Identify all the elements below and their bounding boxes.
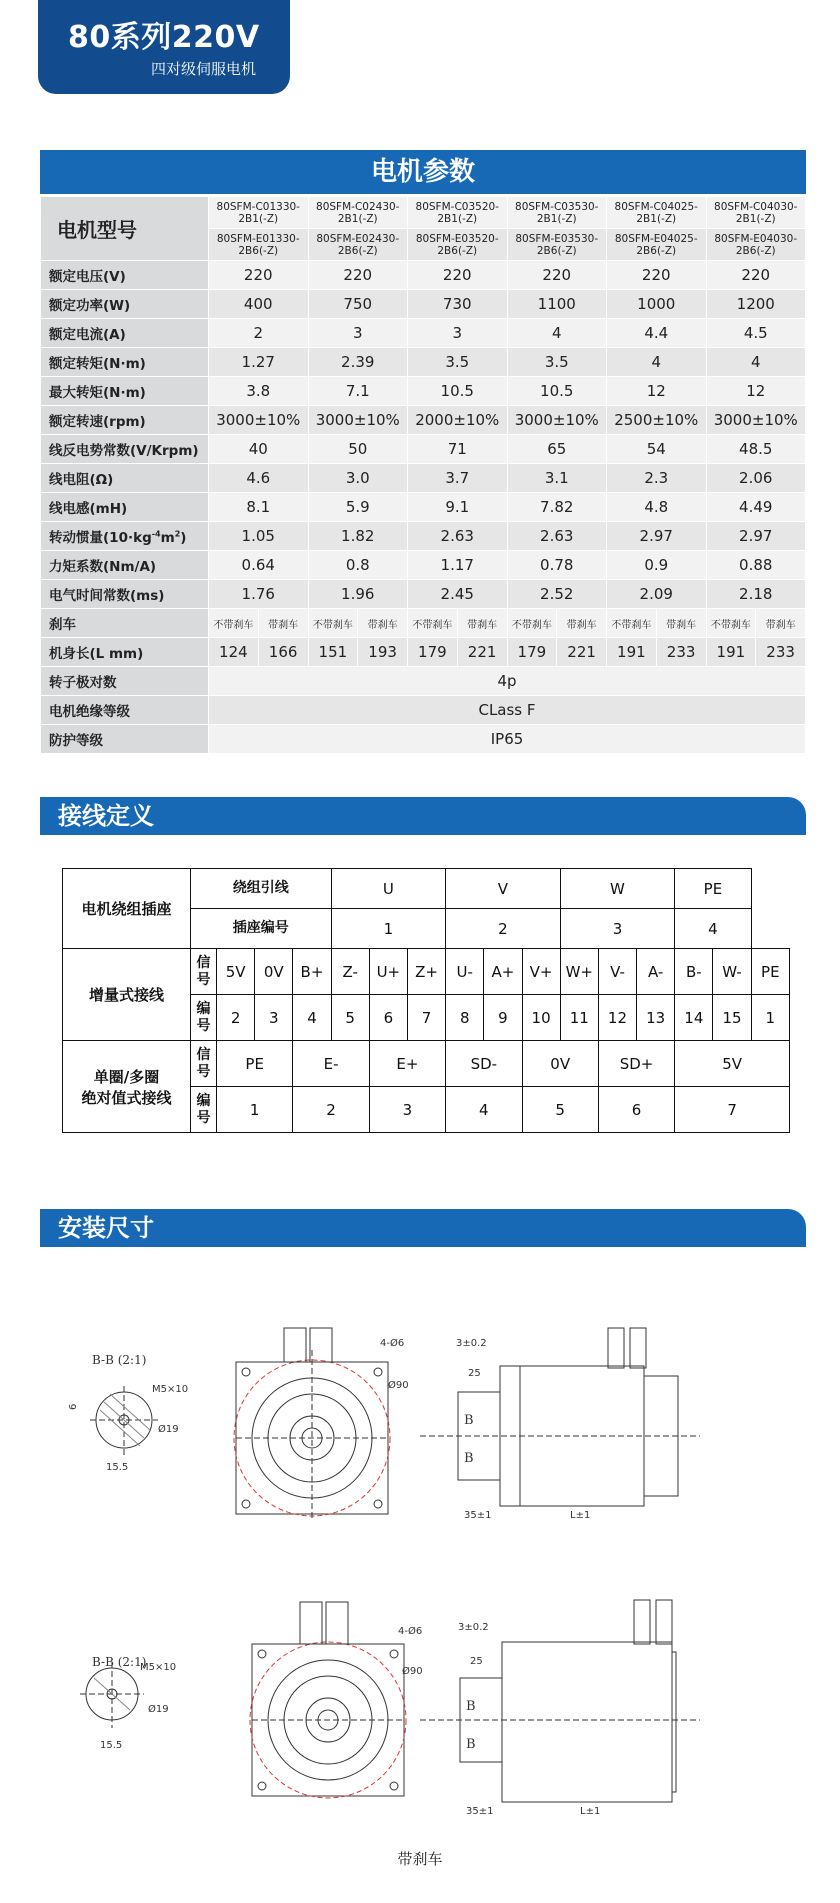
number-label: 编号 xyxy=(191,995,217,1041)
lead-cell: V xyxy=(446,869,561,909)
spec-value: 9.1 xyxy=(408,493,508,522)
spec-value: 2.63 xyxy=(408,522,508,551)
abs-label-line2: 绝对值式接线 xyxy=(81,1088,172,1107)
spec-value: 730 xyxy=(408,290,508,319)
abs-number-cell: 1 xyxy=(217,1087,293,1133)
dim-shaft-label: Ø19 xyxy=(158,1424,179,1435)
lead-number-cell: 1 xyxy=(331,909,446,949)
abs-signal-cell: 0V xyxy=(522,1041,598,1087)
length-value: 221 xyxy=(557,638,607,667)
spec-value: 220 xyxy=(706,261,806,290)
spec-value: 2 xyxy=(209,319,309,348)
socket-label: 插座编号 xyxy=(191,909,332,949)
model-top-cell: 80SFM-C02430-2B1(-Z) xyxy=(308,197,408,229)
spec-value: 0.64 xyxy=(209,551,309,580)
spec-row xyxy=(41,522,806,551)
spec-value: 3000±10% xyxy=(209,406,309,435)
length-value: 221 xyxy=(457,638,507,667)
spec-value: 1.17 xyxy=(408,551,508,580)
spec-value: 4.8 xyxy=(607,493,707,522)
inc-signal-cell: W+ xyxy=(560,949,598,995)
spec-value: 400 xyxy=(209,290,309,319)
signal-label-abs: 信号 xyxy=(191,1041,217,1087)
pole-label: 转子极对数 xyxy=(41,667,209,696)
dim-spigot-step-label: 3±0.2 xyxy=(456,1338,487,1349)
inc-number-cell: 4 xyxy=(293,995,331,1041)
abs-signal-cell: PE xyxy=(217,1041,293,1087)
protection-label: 防护等级 xyxy=(41,725,209,754)
spec-row-label: 额定转矩(N·m) xyxy=(41,348,209,377)
spec-value: 7.82 xyxy=(507,493,607,522)
spec-row-label: 线电阻(Ω) xyxy=(41,464,209,493)
brake-value: 不带刹车 xyxy=(408,609,458,638)
insulation-row xyxy=(41,696,806,725)
inc-signal-cell: B- xyxy=(675,949,713,995)
spec-row-label: 额定电压(V) xyxy=(41,261,209,290)
brake-value: 带刹车 xyxy=(358,609,408,638)
section-install-dimensions: 安装尺寸 xyxy=(40,1209,806,1247)
spec-value: 10.5 xyxy=(507,377,607,406)
insulation-label: 电机绝缘等级 xyxy=(41,696,209,725)
spec-row xyxy=(41,435,806,464)
spec-value: 12 xyxy=(607,377,707,406)
dim-shaft-len-label: 35±1 xyxy=(464,1510,492,1520)
spec-row-label: 最大转矩(N·m) xyxy=(41,377,209,406)
b-mark-top-2: B xyxy=(466,1699,476,1714)
spec-value: 220 xyxy=(607,261,707,290)
spec-value: 7.1 xyxy=(308,377,408,406)
abs-signal-cell: SD- xyxy=(446,1041,522,1087)
inc-signal-cell: V- xyxy=(598,949,636,995)
wiring-table xyxy=(62,868,790,1133)
dim-pcd-label-2: Ø90 xyxy=(402,1666,423,1677)
inc-number-cell: 5 xyxy=(331,995,369,1041)
spec-value: 220 xyxy=(408,261,508,290)
brake-value: 带刹车 xyxy=(656,609,706,638)
spec-value: 2.39 xyxy=(308,348,408,377)
length-value: 233 xyxy=(756,638,806,667)
brake-value: 不带刹车 xyxy=(507,609,557,638)
spec-value: 1200 xyxy=(706,290,806,319)
section-bb-label: B-B (2:1) xyxy=(92,1353,147,1367)
length-value: 191 xyxy=(607,638,657,667)
spec-value: 2.97 xyxy=(607,522,707,551)
dimension-drawing-standard xyxy=(40,1280,800,1520)
brake-value: 不带刹车 xyxy=(607,609,657,638)
spec-value: 1100 xyxy=(507,290,607,319)
inc-signal-cell: A+ xyxy=(484,949,522,995)
b-mark-top: B xyxy=(464,1413,474,1428)
dim-screw-label-2: M5×10 xyxy=(140,1662,177,1673)
spec-value: 220 xyxy=(308,261,408,290)
lead-cell: U xyxy=(331,869,446,909)
spec-row-label: 额定功率(W) xyxy=(41,290,209,319)
spec-value: 0.8 xyxy=(308,551,408,580)
protection-row xyxy=(41,725,806,754)
series-title: 80系列220V xyxy=(68,20,260,55)
inc-number-cell: 12 xyxy=(598,995,636,1041)
pole-row xyxy=(41,667,806,696)
signal-label: 信号 xyxy=(191,949,217,995)
model-bottom-cell: 80SFM-E02430-2B6(-Z) xyxy=(308,229,408,261)
model-bottom-cell: 80SFM-E04030-2B6(-Z) xyxy=(706,229,806,261)
spec-value: 1.27 xyxy=(209,348,309,377)
number-label-abs: 编号 xyxy=(191,1087,217,1133)
inertia-label-sup1: -4 xyxy=(151,529,161,539)
inc-signal-cell: PE xyxy=(751,949,789,995)
brake-value: 带刹车 xyxy=(557,609,607,638)
inc-signal-cell: Z- xyxy=(331,949,369,995)
dim-key-height-label-2: 15.5 xyxy=(100,1740,123,1751)
abs-label xyxy=(63,1041,191,1133)
spec-value: 750 xyxy=(308,290,408,319)
spec-row-label: 力矩系数(Nm/A) xyxy=(41,551,209,580)
model-bottom-cell: 80SFM-E03520-2B6(-Z) xyxy=(408,229,508,261)
inertia-label-main: 转动惯量(10·kg xyxy=(49,530,152,546)
brake-value: 不带刹车 xyxy=(209,609,259,638)
spec-table-title: 电机参数 xyxy=(40,150,806,194)
model-top-cell: 80SFM-C04030-2B1(-Z) xyxy=(706,197,806,229)
abs-label-line1: 单圈/多圈 xyxy=(93,1067,160,1086)
spec-row-label: 线反电势常数(V/Krpm) xyxy=(41,435,209,464)
spec-value: 3000±10% xyxy=(706,406,806,435)
length-row xyxy=(41,638,806,667)
brake-value: 带刹车 xyxy=(258,609,308,638)
dim-key-len-label: 25 xyxy=(468,1368,481,1379)
spec-row-label: 电气时间常数(ms) xyxy=(41,580,209,609)
spec-value: 3.0 xyxy=(308,464,408,493)
lead-number-cell: 3 xyxy=(560,909,675,949)
spec-value: 0.88 xyxy=(706,551,806,580)
inertia-label-mid: m xyxy=(160,530,175,546)
abs-signal-row xyxy=(63,1041,790,1087)
spec-value: 0.78 xyxy=(507,551,607,580)
inc-number-cell: 14 xyxy=(675,995,713,1041)
spec-row-label xyxy=(41,522,209,551)
spec-value: 4.49 xyxy=(706,493,806,522)
spec-row xyxy=(41,348,806,377)
brake-value: 带刹车 xyxy=(457,609,507,638)
length-value: 233 xyxy=(656,638,706,667)
spec-value: 1.05 xyxy=(209,522,309,551)
abs-signal-cell: E+ xyxy=(369,1041,445,1087)
inc-number-cell: 1 xyxy=(751,995,789,1041)
dim-key-height-label: 15.5 xyxy=(106,1462,129,1473)
inc-signal-cell: 0V xyxy=(255,949,293,995)
dim-shaft-len-label-2: 35±1 xyxy=(466,1806,494,1817)
dim-body-label: L±1 xyxy=(570,1510,591,1520)
spec-value: 2500±10% xyxy=(607,406,707,435)
spec-value: 71 xyxy=(408,435,508,464)
spec-value: 10.5 xyxy=(408,377,508,406)
inc-number-cell: 2 xyxy=(217,995,255,1041)
spec-value: 2.63 xyxy=(507,522,607,551)
insulation-value: CLass F xyxy=(209,696,806,725)
inc-signal-row xyxy=(63,949,790,995)
spec-value: 3.5 xyxy=(507,348,607,377)
winding-label: 电机绕组插座 xyxy=(63,869,191,949)
spec-row xyxy=(41,290,806,319)
model-bottom-cell: 80SFM-E04025-2B6(-Z) xyxy=(607,229,707,261)
spec-value: 4 xyxy=(507,319,607,348)
spec-value: 3.5 xyxy=(408,348,508,377)
winding-row-1 xyxy=(63,869,790,909)
lead-cell: PE xyxy=(675,869,751,909)
spec-row xyxy=(41,580,806,609)
inc-signal-cell: W- xyxy=(713,949,751,995)
inc-number-cell: 6 xyxy=(369,995,407,1041)
length-value: 166 xyxy=(258,638,308,667)
dim-holes-label-2: 4-Ø6 xyxy=(398,1626,423,1637)
spec-value: 2.45 xyxy=(408,580,508,609)
abs-number-cell: 6 xyxy=(598,1087,674,1133)
inc-number-cell: 8 xyxy=(446,995,484,1041)
spec-row xyxy=(41,319,806,348)
spec-table xyxy=(40,196,806,754)
abs-number-cell: 5 xyxy=(522,1087,598,1133)
brake-value: 不带刹车 xyxy=(706,609,756,638)
spec-value: 65 xyxy=(507,435,607,464)
inertia-label-end: ) xyxy=(180,530,187,546)
spec-value: 3000±10% xyxy=(308,406,408,435)
spec-value: 2.52 xyxy=(507,580,607,609)
brake-row xyxy=(41,609,806,638)
lead-number-cell: 2 xyxy=(446,909,561,949)
spec-row xyxy=(41,464,806,493)
dim-body-label-2: L±1 xyxy=(580,1806,601,1817)
series-badge xyxy=(38,0,290,94)
spec-value: 8.1 xyxy=(209,493,309,522)
abs-signal-cell: SD+ xyxy=(598,1041,674,1087)
dim-key-len-label-2: 25 xyxy=(470,1656,483,1667)
inc-signal-cell: V+ xyxy=(522,949,560,995)
spec-value: 2.09 xyxy=(607,580,707,609)
pole-value: 4p xyxy=(209,667,806,696)
length-value: 191 xyxy=(706,638,756,667)
spec-row xyxy=(41,493,806,522)
spec-value: 50 xyxy=(308,435,408,464)
brake-value: 带刹车 xyxy=(756,609,806,638)
spec-value: 5.9 xyxy=(308,493,408,522)
abs-signal-cell: E- xyxy=(293,1041,369,1087)
dim-spigot-step-label-2: 3±0.2 xyxy=(458,1622,489,1633)
section-wiring: 接线定义 xyxy=(40,797,806,835)
brake-value: 不带刹车 xyxy=(308,609,358,638)
spec-row-label: 额定电流(A) xyxy=(41,319,209,348)
section-bb-label-2: B-B (2:1) xyxy=(92,1655,147,1669)
model-top-cell: 80SFM-C03530-2B1(-Z) xyxy=(507,197,607,229)
spec-row-label: 线电感(mH) xyxy=(41,493,209,522)
model-top-cell: 80SFM-C01330-2B1(-Z) xyxy=(209,197,309,229)
abs-number-cell: 2 xyxy=(293,1087,369,1133)
spec-value: 4.6 xyxy=(209,464,309,493)
spec-value: 4 xyxy=(706,348,806,377)
spec-row xyxy=(41,551,806,580)
spec-value: 1.82 xyxy=(308,522,408,551)
length-value: 179 xyxy=(507,638,557,667)
abs-number-cell: 4 xyxy=(446,1087,522,1133)
spec-value: 3000±10% xyxy=(507,406,607,435)
spec-value: 54 xyxy=(607,435,707,464)
dim-pcd-label: Ø90 xyxy=(388,1380,409,1391)
length-value: 124 xyxy=(209,638,259,667)
spec-value: 40 xyxy=(209,435,309,464)
spec-value: 2.06 xyxy=(706,464,806,493)
spec-value: 3.7 xyxy=(408,464,508,493)
dim-keyway-label: 6 xyxy=(68,1403,79,1410)
model-row-top xyxy=(41,197,806,229)
dimension-drawing-brake xyxy=(40,1582,800,1822)
spec-value: 48.5 xyxy=(706,435,806,464)
lead-number-cell: 4 xyxy=(675,909,751,949)
model-top-cell: 80SFM-C04025-2B1(-Z) xyxy=(607,197,707,229)
inc-signal-cell: B+ xyxy=(293,949,331,995)
spec-value: 4 xyxy=(607,348,707,377)
dim-holes-label: 4-Ø6 xyxy=(380,1338,405,1349)
inc-number-cell: 13 xyxy=(637,995,675,1041)
inc-number-cell: 11 xyxy=(560,995,598,1041)
model-top-cell: 80SFM-C03520-2B1(-Z) xyxy=(408,197,508,229)
spec-value: 3 xyxy=(408,319,508,348)
length-value: 151 xyxy=(308,638,358,667)
inc-number-cell: 9 xyxy=(484,995,522,1041)
lead-cell: W xyxy=(560,869,675,909)
protection-value: IP65 xyxy=(209,725,806,754)
spec-value: 220 xyxy=(507,261,607,290)
spec-value: 1000 xyxy=(607,290,707,319)
spec-row-label: 额定转速(rpm) xyxy=(41,406,209,435)
spec-value: 4.4 xyxy=(607,319,707,348)
spec-row xyxy=(41,377,806,406)
spec-value: 4.5 xyxy=(706,319,806,348)
spec-value: 3 xyxy=(308,319,408,348)
inc-label: 增量式接线 xyxy=(63,949,191,1041)
inertia-label-sup2: 2 xyxy=(174,529,181,539)
inc-number-cell: 3 xyxy=(255,995,293,1041)
length-value: 179 xyxy=(408,638,458,667)
brake-caption: 带刹车 xyxy=(397,1850,443,1868)
spec-value: 2000±10% xyxy=(408,406,508,435)
spec-value: 1.76 xyxy=(209,580,309,609)
series-subtitle: 四对级伺服电机 xyxy=(150,60,256,78)
spec-value: 220 xyxy=(209,261,309,290)
abs-signal-cell: 5V xyxy=(675,1041,790,1087)
inc-number-cell: 7 xyxy=(407,995,445,1041)
b-mark-bottom-2: B xyxy=(466,1737,476,1752)
dim-screw-label: M5×10 xyxy=(152,1384,189,1395)
spec-value: 2.18 xyxy=(706,580,806,609)
spec-value: 12 xyxy=(706,377,806,406)
lead-label: 绕组引线 xyxy=(191,869,332,909)
inc-signal-cell: 5V xyxy=(217,949,255,995)
inc-number-cell: 10 xyxy=(522,995,560,1041)
spec-row xyxy=(41,406,806,435)
inc-number-cell: 15 xyxy=(713,995,751,1041)
brake-label: 刹车 xyxy=(41,609,209,638)
spec-value: 2.97 xyxy=(706,522,806,551)
spec-value: 0.9 xyxy=(607,551,707,580)
model-bottom-cell: 80SFM-E03530-2B6(-Z) xyxy=(507,229,607,261)
b-mark-bottom: B xyxy=(464,1451,474,1466)
inc-signal-cell: U- xyxy=(446,949,484,995)
spec-value: 1.96 xyxy=(308,580,408,609)
abs-number-cell: 3 xyxy=(369,1087,445,1133)
abs-number-cell: 7 xyxy=(675,1087,790,1133)
spec-value: 2.3 xyxy=(607,464,707,493)
inc-signal-cell: A- xyxy=(637,949,675,995)
inc-signal-cell: U+ xyxy=(369,949,407,995)
dim-shaft-label-2: Ø19 xyxy=(148,1704,169,1715)
spec-value: 3.1 xyxy=(507,464,607,493)
model-label: 电机型号 xyxy=(41,197,209,261)
spec-row xyxy=(41,261,806,290)
length-value: 193 xyxy=(358,638,408,667)
model-bottom-cell: 80SFM-E01330-2B6(-Z) xyxy=(209,229,309,261)
inc-signal-cell: Z+ xyxy=(407,949,445,995)
length-label: 机身长(L mm) xyxy=(41,638,209,667)
spec-value: 3.8 xyxy=(209,377,309,406)
